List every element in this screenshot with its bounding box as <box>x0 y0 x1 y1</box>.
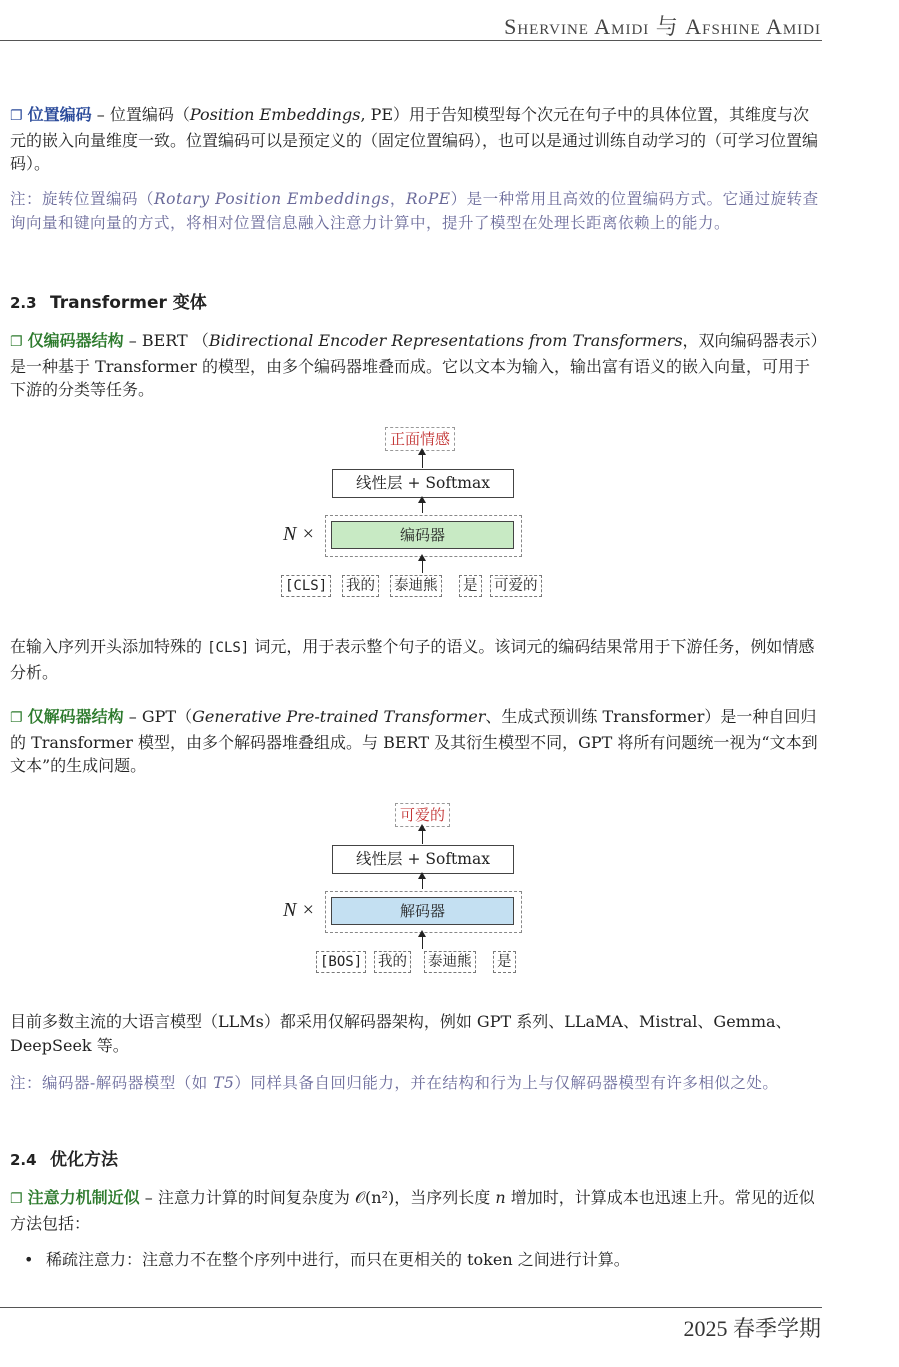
token: 可爱的 <box>490 575 542 597</box>
encoder-only-paragraph <box>10 329 822 402</box>
section-title: Transformer 变体 <box>50 293 207 313</box>
note-t5 <box>10 1071 822 1095</box>
token: 我的 <box>374 951 411 973</box>
paragraph-text: 在输入序列开头添加特殊的 <box>10 637 208 656</box>
token: 我的 <box>342 575 379 597</box>
token: 泰迪熊 <box>424 951 476 973</box>
emphasis-text: Generative Pre-trained Transformer <box>192 707 486 726</box>
output-label: 正面情感 <box>385 427 455 451</box>
paragraph-text: 增加时，计算成本也迅速上升。常见的近似方法包括： <box>10 1188 815 1233</box>
note-text: ， <box>389 190 406 208</box>
note-text: ）同样具备自回归能力，并在结构和行为上与仅解码器模型有许多相似之处。 <box>234 1074 779 1092</box>
repeat-n-label: N × <box>283 523 315 545</box>
decoder-block: 解码器 <box>331 897 514 925</box>
footer-rule <box>0 1307 822 1308</box>
token: 泰迪熊 <box>390 575 442 597</box>
arrow-up-icon <box>422 935 423 949</box>
paragraph-text: , PE）用于告知模型每个次元在句子中的具体位置，其维度与次元的嵌入向量维度一致。位置编码可以是预定义的（固定位置编码），也可以是通过训练自动学习的（可学习位置编码）。 <box>10 105 819 173</box>
math-variable: n <box>495 1188 506 1207</box>
header-rule <box>0 40 822 41</box>
note-text: 注：旋转位置编码（ <box>10 190 155 208</box>
paragraph-text: – 位置编码（ <box>91 105 190 124</box>
position-encoding-paragraph <box>10 103 822 176</box>
running-footer: 2025 春季学期 <box>683 1316 821 1341</box>
linear-softmax-box: 线性层 + Softmax <box>332 845 514 874</box>
llm-paragraph: 目前多数主流的大语言模型（LLMs）都采用仅解码器架构，例如 GPT 系列、LLaMA、Mistral、Gemma、DeepSeek 等。 <box>10 1012 792 1055</box>
attention-approx-paragraph <box>10 1186 822 1235</box>
checkbox-square-icon: ❐ <box>10 334 23 350</box>
encoder-block: 编码器 <box>331 521 514 549</box>
running-header: Shervine Amidi 与 Afshine Amidi <box>504 14 821 39</box>
math-complexity: 𝒪(n²) <box>354 1188 395 1207</box>
decoder-diagram <box>0 801 899 981</box>
encoder-diagram <box>0 425 899 605</box>
paragraph-text: ，双向编码器表示）是一种基于 Transformer 的模型，由多个编码器堆叠而成。它以文本为输入，输出富有语义的嵌入向量，可用于下游的分类等任务。 <box>10 331 819 399</box>
token: [CLS] <box>281 575 331 597</box>
linear-softmax-box: 线性层 + Softmax <box>332 469 514 498</box>
note-text: 注：编码器-解码器模型（如 <box>10 1074 214 1092</box>
section-heading-2-3 <box>10 288 207 313</box>
term-encoder-only: 仅编码器结构 <box>27 331 124 350</box>
checkbox-square-icon: ❐ <box>10 1191 23 1207</box>
arrow-up-icon <box>422 877 423 889</box>
token: 是 <box>459 575 482 597</box>
term-position-encoding: 位置编码 <box>27 105 92 124</box>
checkbox-square-icon: ❐ <box>10 710 23 726</box>
arrow-up-icon <box>422 829 423 844</box>
checkbox-square-icon: ❐ <box>10 108 23 124</box>
paragraph-text: 、生成式预训练 Transformer）是一种自回归的 Transformer 模型，由多个解码器堆叠组成。与 BERT 及其衍生模型不同，GPT 将所有问题统一视为“文本到文本”的生成问题。 <box>10 707 818 775</box>
arrow-up-icon <box>422 453 423 468</box>
section-number: 2.4 <box>10 1151 37 1169</box>
paragraph-text: ，当序列长度 <box>394 1188 496 1207</box>
paragraph-text: – GPT（ <box>123 707 193 726</box>
note-emphasis: RoPE <box>405 190 451 208</box>
term-attention-approx: 注意力机制近似 <box>27 1188 140 1207</box>
section-number: 2.3 <box>10 294 37 312</box>
note-emphasis: T5 <box>213 1074 235 1092</box>
paragraph-text: – BERT （ <box>123 331 209 350</box>
cls-paragraph <box>10 635 822 684</box>
note-rope <box>10 187 822 235</box>
decoder-only-paragraph <box>10 705 822 778</box>
repeat-n-label: N × <box>283 899 315 921</box>
code-token: [CLS] <box>207 640 250 656</box>
term-decoder-only: 仅解码器结构 <box>27 707 124 726</box>
paragraph-text: – 注意力计算的时间复杂度为 <box>139 1188 355 1207</box>
output-label: 可爱的 <box>395 803 450 827</box>
arrow-up-icon <box>422 559 423 573</box>
section-heading-2-4 <box>10 1145 118 1170</box>
section-title: 优化方法 <box>50 1150 118 1170</box>
arrow-up-icon <box>422 501 423 513</box>
token: 是 <box>493 951 516 973</box>
emphasis-text: Position Embeddings <box>189 105 361 124</box>
note-emphasis: Rotary Position Embeddings <box>154 190 390 208</box>
token: [BOS] <box>316 951 366 973</box>
note-text: ）是一种常用且高效的位置编码方式。它通过旋转查询向量和键向量的方式，将相对位置信息融入注意力计算中，提升了模型在处理长距离依赖上的能力。 <box>10 190 819 232</box>
paragraph-text: 词元，用于表示整个句子的语义。该词元的编码结果常用于下游任务，例如情感分析。 <box>10 637 815 682</box>
emphasis-text: Bidirectional Encoder Representations from Transformers <box>208 331 683 350</box>
list-item: • 稀疏注意力：注意力不在整个序列中进行，而只在更相关的 token 之间进行计算。 <box>46 1248 630 1272</box>
